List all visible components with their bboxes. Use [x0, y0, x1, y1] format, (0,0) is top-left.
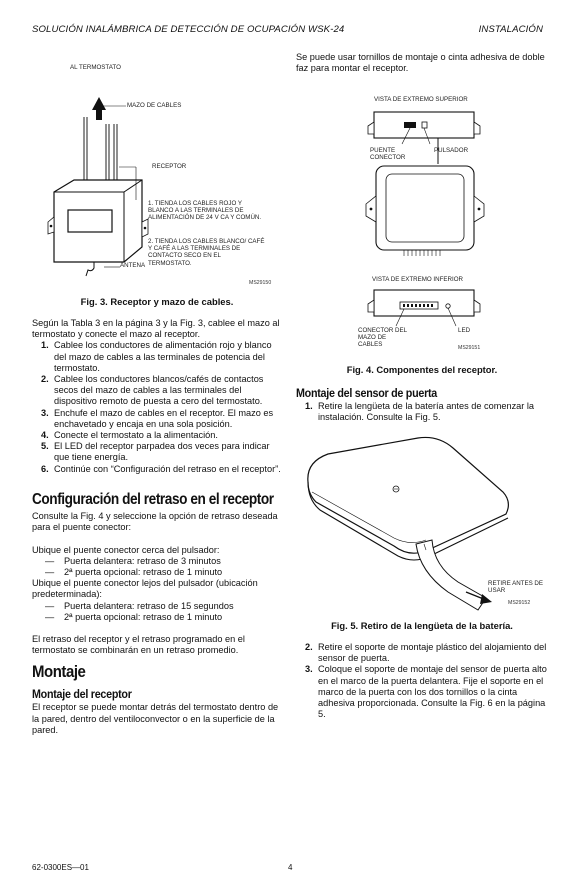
list-item: 3. Enchufe el mazo de cables en el receptor. El mazo es enchavetado y encaja en una sola posición. [41, 407, 274, 429]
subheading-montaje-receptor: Montaje del receptor [32, 687, 132, 702]
list-item: 1. Cablee los conductores de alimentación rojo y blanco del mazo de cables a las terminales de potencia del termostato. [41, 340, 272, 373]
section-heading-montaje: Montaje [32, 662, 86, 681]
wiring-steps [32, 340, 282, 474]
label-top-view: VISTA DE EXTREMO SUPERIOR [374, 96, 468, 103]
label-receptor: RECEPTOR [152, 163, 187, 170]
running-header-section: INSTALACIÓN [478, 24, 543, 35]
receiver-components-illustration [360, 104, 490, 344]
list-item: — Puerta delantera: retraso de 3 minutos [45, 555, 221, 566]
label-bottom-view: VISTA DE EXTREMO INFERIOR [372, 276, 463, 283]
montaje-section [32, 662, 282, 736]
sensor-section [296, 388, 548, 424]
sensor-steps-b-wrap [296, 642, 548, 720]
label-antena: ANTENA [120, 262, 146, 269]
far-heading: Ubique el puente conector lejos del pulsador (ubicación predeterminada): [32, 578, 258, 600]
list-item: 1. Retire la lengüeta de la batería antes de comenzar la instalación. Consulte la Fig. 5. [305, 401, 535, 423]
label-led: LED [458, 327, 471, 334]
figure-caption: Fig. 5. Retiro de la lengüeta de la batería. [331, 620, 513, 631]
sensor-steps-a [296, 401, 548, 423]
label-retire-antes: RETIRE ANTES DE USAR [488, 580, 544, 595]
document-number: 62-0300ES—01 [32, 863, 89, 872]
figure-code: MS29151 [458, 345, 481, 351]
page-number: 4 [288, 863, 293, 872]
montaje-receptor-text: El receptor se puede montar detrás del termostato dentro de la pared, dentro del ventiloconvector o en la superficie de la pared. [32, 702, 279, 735]
list-item: — 2ª puerta opcional: retraso de 1 minuto [45, 567, 223, 578]
fig3-note-1: 1. TIENDA LOS CABLES ROJO Y BLANCO A LAS TERMINALES DE ALIMENTACIÓN DE 24 V CA Y COMÚN. [148, 200, 262, 222]
near-heading: Ubique el puente conector cerca del pulsador: [32, 544, 220, 555]
label-conector-mazo: CONECTOR DEL MAZO DE CABLES [358, 327, 407, 349]
list-item: 2. Cablee los conductores blancos/cafés de contactos secos del mazo de cables a las terminales del dispositivo remoto de puesta a cero del termostato. [41, 374, 264, 407]
label-puente-conector: PUENTE CONECTOR [370, 147, 406, 162]
list-item: — 2ª puerta opcional: retraso de 1 minuto [45, 611, 223, 622]
label-mazo-cables: MAZO DE CABLES [127, 102, 182, 109]
list-item: 3. Coloque el soporte de montaje del sensor de puerta alto en el marco de la puerta delantera. Fije el soporte en el marco de la puerta con los dos tornillos o la cinta adhesiva proporcionada. Consulte la Fig. 6 en la página 5. [305, 664, 547, 720]
figure-code: MS29152 [508, 600, 531, 606]
config-intro: Consulte la Fig. 4 y seleccione la opción de retraso deseada para el puente conector: [32, 511, 278, 533]
combine-text: El retraso del receptor y el retraso programado en el termostato se combinarán en un retraso promedio. [32, 634, 245, 656]
config-section [32, 491, 282, 656]
section-heading-config: Configuración del retraso en el receptor [32, 491, 274, 508]
fig3-note-2: 2. TIENDA LOS CABLES BLANCO/ CAFÉ Y CAFÉ A LAS TERMINALES DE CONTACTO SECO EN EL TERMOSTATO. [148, 238, 265, 267]
list-item: 4. Conecte el termostato a la alimentación. [41, 430, 218, 441]
list-item: 6. Continúe con “Configuración del retraso en el receptor”. [41, 463, 281, 474]
left-column-body [32, 318, 282, 475]
right-intro: Se puede usar tornillos de montaje o cinta adhesiva de doble faz para montar el receptor. [296, 52, 545, 74]
label-al-termostato: AL TERMOSTATO [70, 64, 121, 71]
subheading-sensor-puerta: Montaje del sensor de puerta [296, 386, 438, 400]
figure-caption: Fig. 4. Componentes del receptor. [346, 364, 498, 375]
figure-caption: Fig. 3. Receptor y mazo de cables. [80, 296, 234, 307]
label-pulsador: PULSADOR [434, 147, 469, 154]
wiring-intro: Según la Tabla 3 en la página 3 y la Fig. 3, cablee el mazo al termostato y conecte el mazo al receptor. [32, 318, 280, 340]
figure-code: MS29150 [249, 280, 272, 286]
list-item: 5. El LED del receptor parpadea dos veces para indicar que tiene energía. [41, 441, 270, 463]
list-item: 2. Retire el soporte de montaje plástico del alojamiento del sensor de puerta. [305, 642, 547, 664]
sensor-steps-b [296, 642, 548, 720]
list-item: — Puerta delantera: retraso de 15 segundos [45, 600, 234, 611]
running-header-title: SOLUCIÓN INALÁMBRICA DE DETECCIÓN DE OCUPACIÓN WSK-24 [32, 24, 345, 35]
